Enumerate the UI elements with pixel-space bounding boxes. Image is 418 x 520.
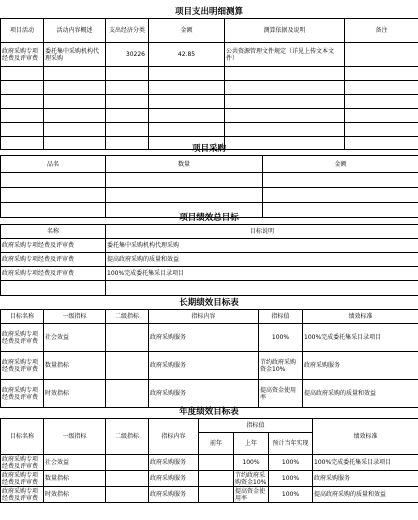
empty-row xyxy=(1,173,418,188)
empty-row xyxy=(1,109,418,123)
expense-data-row xyxy=(1,43,418,67)
indicator-content: 政府采购服务 xyxy=(149,487,199,503)
empty-row xyxy=(1,281,418,296)
annual-row xyxy=(1,487,418,503)
procurement-header-row xyxy=(1,156,418,173)
indicator-content: 政府采购服务 xyxy=(149,324,259,352)
value-expected-current: 100% xyxy=(269,471,313,487)
expense-basis: 公共资源管理文件规定（详见上传文本文件） xyxy=(225,43,345,67)
goal-name: 政府采购专项经费及评审费 xyxy=(1,455,44,471)
goal-name: 政府采购专项经费及评审费 xyxy=(1,253,106,267)
goal-name: 政府采购专项经费及评审费 xyxy=(1,487,44,503)
goal-desc: 提高政府采购的质量和效益 xyxy=(106,253,418,267)
level2-indicator xyxy=(106,471,149,487)
procurement-table xyxy=(0,155,418,218)
level1-indicator: 社会效益 xyxy=(44,324,106,352)
value-last-year: 100% xyxy=(234,455,269,471)
annual-row xyxy=(1,455,418,471)
overall-table xyxy=(0,224,418,296)
header-activity: 项目活动 xyxy=(1,19,44,43)
indicator-value: 100% xyxy=(259,324,303,352)
long-term-table xyxy=(0,309,418,408)
level2-indicator xyxy=(106,487,149,503)
long-term-header-row xyxy=(1,310,418,324)
header-name: 名称 xyxy=(1,225,106,239)
header-value: 指标值 xyxy=(259,310,303,324)
level2-indicator xyxy=(106,352,149,380)
performance-standard: 提高政府采购的质量和效益 xyxy=(303,380,418,408)
header-quantity: 数量 xyxy=(106,156,263,173)
empty-row xyxy=(1,95,418,109)
overall-header-row xyxy=(1,225,418,239)
performance-standard: 政府采购服务 xyxy=(313,471,418,487)
annual-table xyxy=(0,418,418,503)
goal-desc: 委托集中采购机构代理采购 xyxy=(106,239,418,253)
goal-desc: 100%完成委托集采目录项目 xyxy=(106,267,418,281)
indicator-content: 政府采购服务 xyxy=(149,352,259,380)
header-goal-name: 目标名称 xyxy=(1,419,44,455)
header-year-before-last: 前年 xyxy=(199,433,234,455)
header-level2: 二级指标 xyxy=(106,310,149,324)
expense-table xyxy=(0,18,418,150)
empty-row xyxy=(1,67,418,81)
value-year-before-last xyxy=(199,487,234,503)
header-content: 活动内容概述 xyxy=(44,19,106,43)
overall-row xyxy=(1,267,418,281)
header-item-name: 品名 xyxy=(1,156,106,173)
long-term-row xyxy=(1,352,418,380)
value-last-year: 提高资金使用率 xyxy=(234,487,269,503)
annual-header-row xyxy=(1,419,418,433)
empty-row xyxy=(1,188,418,203)
value-year-before-last xyxy=(199,471,234,487)
level2-indicator xyxy=(106,324,149,352)
header-note: 备注 xyxy=(345,19,418,43)
expense-title: 项目支出明细测算 xyxy=(174,7,243,17)
annual-title: 年度绩效目标表 xyxy=(179,407,239,417)
empty-row xyxy=(1,81,418,95)
performance-standard: 政府采购服务 xyxy=(303,352,418,380)
header-indicator: 指标内容 xyxy=(149,419,199,455)
header-indicator: 指标内容 xyxy=(149,310,259,324)
long-term-title: 长期绩效目标表 xyxy=(179,298,239,308)
expense-econ: 30226 xyxy=(106,43,149,67)
indicator-content: 政府采购服务 xyxy=(149,380,259,408)
header-goal-name: 目标名称 xyxy=(1,310,44,324)
header-econ: 支出经济分类 xyxy=(106,19,149,43)
level1-indicator: 数量指标 xyxy=(44,471,106,487)
performance-standard: 提高政府采购的质量和效益 xyxy=(313,487,418,503)
indicator-content: 政府采购服务 xyxy=(149,471,199,487)
header-level1: 一级指标 xyxy=(44,419,106,455)
header-amount: 金额 xyxy=(149,19,225,43)
value-last-year: 节约政府采购资金10% xyxy=(234,471,269,487)
goal-name: 政府采购专项经费及评审费 xyxy=(1,324,44,352)
header-amount: 金额 xyxy=(263,156,418,173)
header-goal-desc: 目标说明 xyxy=(106,225,418,239)
empty-row xyxy=(1,123,418,137)
overall-row xyxy=(1,239,418,253)
value-year-before-last xyxy=(199,455,234,471)
overall-row xyxy=(1,253,418,267)
level1-indicator: 数量指标 xyxy=(44,352,106,380)
header-level1: 一级指标 xyxy=(44,310,106,324)
annual-row xyxy=(1,471,418,487)
level1-indicator: 时效指标 xyxy=(44,487,106,503)
header-value: 指标值 xyxy=(199,419,313,433)
long-term-row xyxy=(1,380,418,408)
expense-header-row xyxy=(1,19,418,43)
expense-content: 委托集中采购机构代理采购 xyxy=(44,43,106,67)
value-expected-current: 100% xyxy=(269,487,313,503)
goal-name: 政府采购专项经费及评审费 xyxy=(1,380,44,408)
level2-indicator xyxy=(106,380,149,408)
level1-indicator: 社会效益 xyxy=(44,455,106,471)
header-level2: 二级指标 xyxy=(106,419,149,455)
expense-note xyxy=(345,43,418,67)
header-standard: 绩效标准 xyxy=(303,310,418,324)
header-standard: 绩效标准 xyxy=(313,419,418,455)
goal-name: 政府采购专项经费及评审费 xyxy=(1,239,106,253)
procurement-title: 项目采购 xyxy=(191,144,226,154)
expense-amount: 42.85 xyxy=(149,43,225,67)
expense-activity: 政府采购专项经费及评审费 xyxy=(1,43,44,67)
goal-name: 政府采购专项经费及评审费 xyxy=(1,471,44,487)
indicator-value: 节约政府采购资金10% xyxy=(259,352,303,380)
indicator-value: 提高资金使用率 xyxy=(259,380,303,408)
performance-standard: 100%完成委托集采目录项目 xyxy=(303,324,418,352)
goal-name: 政府采购专项经费及评审费 xyxy=(1,352,44,380)
value-expected-current: 100% xyxy=(269,455,313,471)
header-expected-current: 预计当年实现 xyxy=(269,433,313,455)
long-term-row xyxy=(1,324,418,352)
indicator-content: 政府采购服务 xyxy=(149,455,199,471)
level2-indicator xyxy=(106,455,149,471)
level1-indicator: 时效指标 xyxy=(44,380,106,408)
header-basis: 测算依据及说明 xyxy=(225,19,345,43)
header-last-year: 上年 xyxy=(234,433,269,455)
performance-standard: 100%完成委托集采目录项目 xyxy=(313,455,418,471)
overall-title: 项目绩效总目标 xyxy=(179,213,239,223)
goal-name: 政府采购专项经费及评审费 xyxy=(1,267,106,281)
